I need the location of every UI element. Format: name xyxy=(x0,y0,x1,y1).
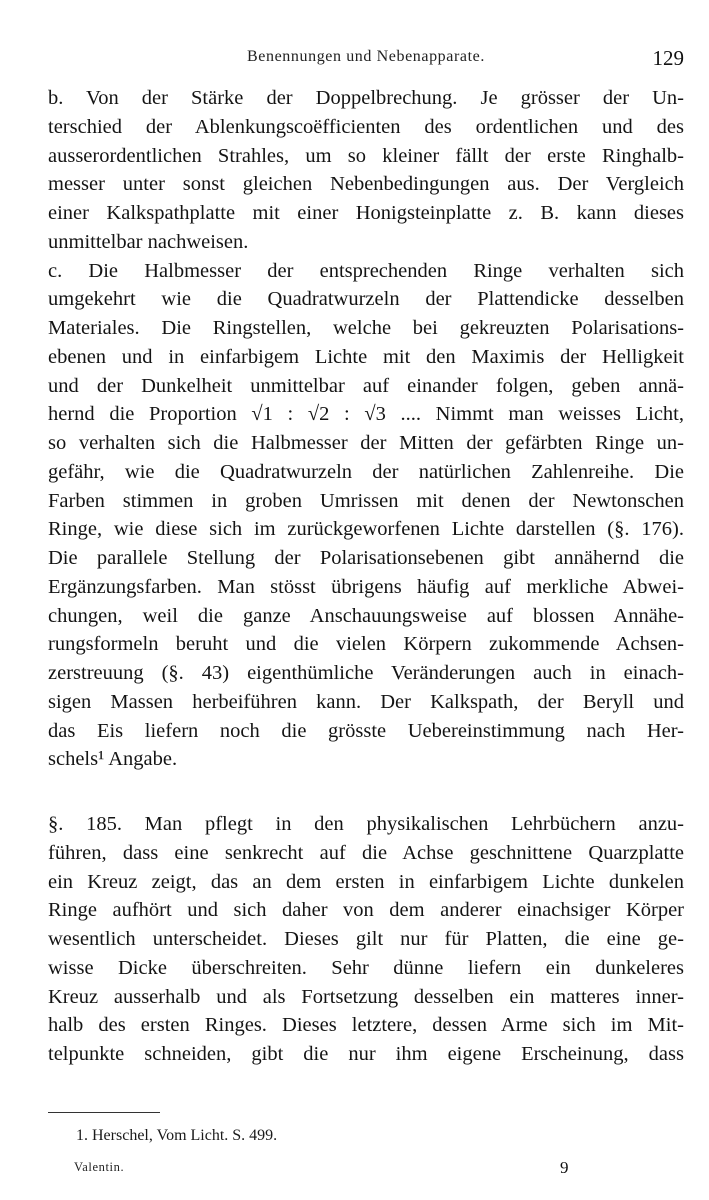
text-line: das Eis liefern noch die grösste Uebereinstimmung nach Her- xyxy=(48,719,684,742)
text-line: chungen, weil die ganze Anschauungsweise auf blossen Annähe- xyxy=(48,604,684,627)
signature-mark: 9 xyxy=(560,1158,569,1177)
text-line: einer Kalkspathplatte mit einer Honigsteinplatte z. B. kann dieses xyxy=(48,202,684,224)
page-number: 129 xyxy=(652,46,684,70)
running-title: Benennungen und Nebenapparate. xyxy=(247,48,485,65)
text-line: ausserordentlichen Strahles, um so kleiner fällt der erste Ringhalb- xyxy=(48,144,684,167)
text-line: telpunkte schneiden, gibt die nur ihm eigene Erscheinung, dass xyxy=(48,1043,684,1065)
text-line: c. Die Halbmesser der entsprechenden Ringe verhalten sich xyxy=(48,259,684,282)
text-line: schels¹ Angabe. xyxy=(48,748,178,771)
body-text xyxy=(48,84,684,1069)
footnote-rule xyxy=(48,1112,160,1113)
text-line: ein Kreuz zeigt, das an dem ersten in einfarbigem Lichte dunkelen xyxy=(48,870,684,893)
text-line: Die parallele Stellung der Polarisationsebenen gibt annähernd die xyxy=(48,547,684,569)
text-line: Ringe aufhört und sich daher von dem anderer einachsiger Körper xyxy=(48,899,684,922)
text-line: halb des ersten Ringes. Dieses letztere, dessen Arme sich im Mit- xyxy=(48,1014,684,1037)
footnote: 1. Herschel, Vom Licht. S. 499. xyxy=(76,1127,278,1144)
text-line: Ergänzungsfarben. Man stösst übrigens häufig auf merkliche Abwei- xyxy=(48,575,684,598)
text-line: messer unter sonst gleichen Nebenbedingungen aus. Der Vergleich xyxy=(48,173,684,196)
page-footer xyxy=(48,1158,684,1182)
text-line: wisse Dicke überschreiten. Sehr dünne liefern ein dunkeleres xyxy=(48,956,684,979)
text-line: sigen Massen herbeiführen kann. Der Kalkspath, der Beryll und xyxy=(48,690,684,713)
text-line: umgekehrt wie die Quadratwurzeln der Plattendicke desselben xyxy=(48,288,684,311)
text-line: unmittelbar nachweisen. xyxy=(48,230,249,253)
text-line: Kreuz ausserhalb und als Fortsetzung desselben ein matteres inner- xyxy=(48,985,684,1008)
text-line: Ringe, wie diese sich im zurückgeworfenen Lichte darstellen (§. 176). xyxy=(48,518,684,541)
running-head xyxy=(48,46,684,72)
text-line: gefähr, wie die Quadratwurzeln der natürlichen Zahlenreihe. Die xyxy=(48,460,684,483)
text-line: zerstreuung (§. 43) eigenthümliche Veränderungen auch in einach- xyxy=(48,662,684,684)
text-line: wesentlich unterscheidet. Dieses gilt nur für Platten, die eine ge- xyxy=(48,928,684,950)
text-line: Materiales. Die Ringstellen, welche bei gekreuzten Polarisations- xyxy=(48,317,684,339)
text-line: b. Von der Stärke der Doppelbrechung. Je grösser der Un- xyxy=(48,87,684,109)
text-line: rungsformeln beruht und die vielen Körpern zukommende Achsen- xyxy=(48,633,684,656)
text-line: hernd die Proportion √1 : √2 : √3 .... Nimmt man weisses Licht, xyxy=(48,403,684,426)
text-line: ebenen und in einfarbigem Lichte mit den Maximis der Helligkeit xyxy=(48,345,684,368)
signature-label: Valentin. xyxy=(74,1160,125,1174)
text-line: und der Dunkelheit unmittelbar auf einander folgen, geben annä- xyxy=(48,374,684,397)
text-line: so verhalten sich die Halbmesser der Mitten der gefärbten Ringe un- xyxy=(48,432,684,454)
text-line: §. 185. Man pflegt in den physikalischen Lehrbüchern anzu- xyxy=(48,813,684,835)
text-line: Farben stimmen in groben Umrissen mit denen der Newtonschen xyxy=(48,489,684,512)
text-line: terschied der Ablenkungscoëfficienten des ordentlichen und des xyxy=(48,115,684,138)
text-line: führen, dass eine senkrecht auf die Achse geschnittene Quarzplatte xyxy=(48,841,684,864)
paragraph-gap xyxy=(48,774,684,810)
